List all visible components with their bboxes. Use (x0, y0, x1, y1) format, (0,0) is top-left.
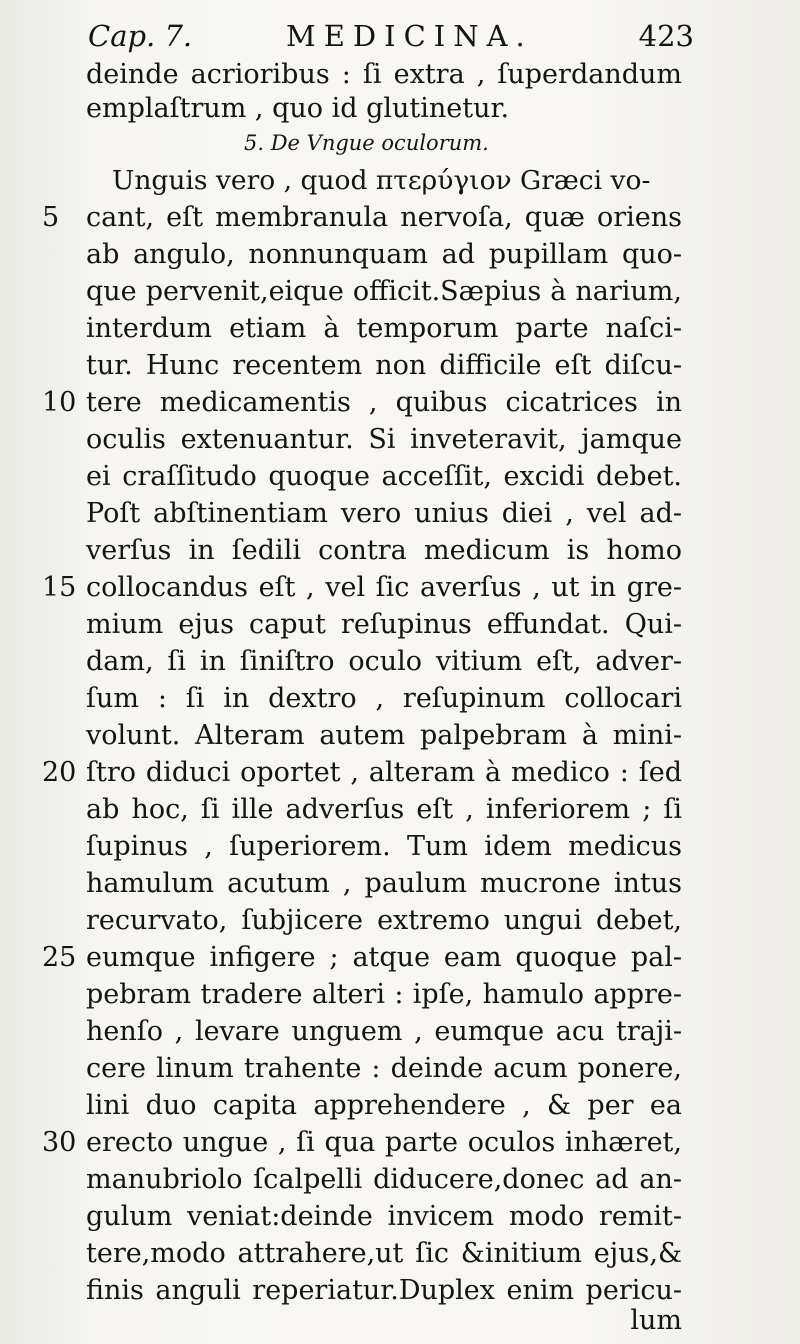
text-line: erecto ungue , ſi qua parte oculos inhæret, (86, 1127, 682, 1158)
text-line: Unguis vero , quod πτερύγιον Græci vo- (112, 165, 651, 196)
text-line: ab angulo, nonnunquam ad pupillam quo- (86, 239, 682, 270)
text-line: deinde acrioribus : ſi extra , ſuperdandum (86, 59, 682, 90)
text-line: pebram tradere alteri : ipſe, hamulo appre- (86, 979, 682, 1010)
catchword: lum (630, 1305, 682, 1336)
text-line: tur. Hunc recentem non difficile eſt diſcu- (86, 350, 682, 381)
text-line: gulum veniat:deinde invicem modo remit- (86, 1201, 682, 1232)
text-line: collocandus eſt , vel ſic averſus , ut in gre- (86, 572, 682, 603)
text-line: henſo , levare unguem , eumque acu traji- (86, 1016, 682, 1047)
text-line: ſupinus , ſuperiorem. Tum idem medicus (86, 831, 682, 862)
page-title: MEDICINA. (286, 19, 533, 53)
margin-line-number: 5 (42, 202, 60, 233)
running-header (88, 16, 694, 56)
page-number: 423 (638, 19, 694, 53)
margin-line-number: 30 (42, 1127, 77, 1158)
text-line: ab hoc, ſi ille adverſus eſt , inferiorem ; ſi (86, 794, 682, 825)
text-line: ſtro diduci oportet , alteram à medico : ſed (86, 757, 682, 788)
text-line: cere linum trahente : deinde acum ponere, (86, 1053, 682, 1084)
text-line: finis anguli reperiatur.Duplex enim pericu- (86, 1275, 682, 1306)
margin-line-number: 10 (42, 387, 77, 418)
margin-line-number: 25 (42, 942, 77, 973)
text-line: hamulum acutum , paulum mucrone intus (86, 868, 682, 899)
margin-line-number: 20 (42, 757, 77, 788)
text-line: cant, eſt membranula nervoſa, quæ oriens (86, 202, 682, 233)
text-line: emplaſtrum , quo id glutinetur. (86, 93, 510, 124)
text-line: que pervenit,eique officit.Sæpius à narium, (86, 276, 682, 307)
text-line: oculis extenuantur. Si inveteravit, jamque (86, 424, 682, 455)
margin-line-number: 15 (42, 572, 77, 603)
section-heading: 5. De Vngue oculorum. (244, 131, 489, 155)
text-line: tere,modo attrahere,ut ſic &initium ejus,& (86, 1238, 682, 1269)
text-line: tere medicamentis , quibus cicatrices in (86, 387, 682, 418)
text-line: volunt. Alteram autem palpebram à mini- (86, 720, 682, 751)
text-line: lini duo capita apprehendere , & per ea (86, 1090, 682, 1121)
chapter-reference: Cap. 7. (88, 19, 193, 53)
text-line: Poſt abſtinentiam vero unius diei , vel ad- (86, 498, 682, 529)
text-line: dam, ſi in ſiniſtro oculo vitium eſt, adver- (86, 646, 682, 677)
text-line: interdum etiam à temporum parte naſci- (86, 313, 682, 344)
text-line: ei craſſitudo quoque acceſſit, excidi debet. (86, 461, 682, 492)
text-line: verſus in ſedili contra medicum is homo (86, 535, 682, 566)
text-line: mium ejus caput reſupinus effundat. Qui- (86, 609, 682, 640)
text-line: manubriolo ſcalpelli diducere,donec ad an- (86, 1164, 682, 1195)
text-line: eumque infigere ; atque eam quoque pal- (86, 942, 682, 973)
text-line: recurvato, ſubjicere extremo ungui debet, (86, 905, 682, 936)
text-line: ſum : ſi in dextro , reſupinum collocari (86, 683, 682, 714)
